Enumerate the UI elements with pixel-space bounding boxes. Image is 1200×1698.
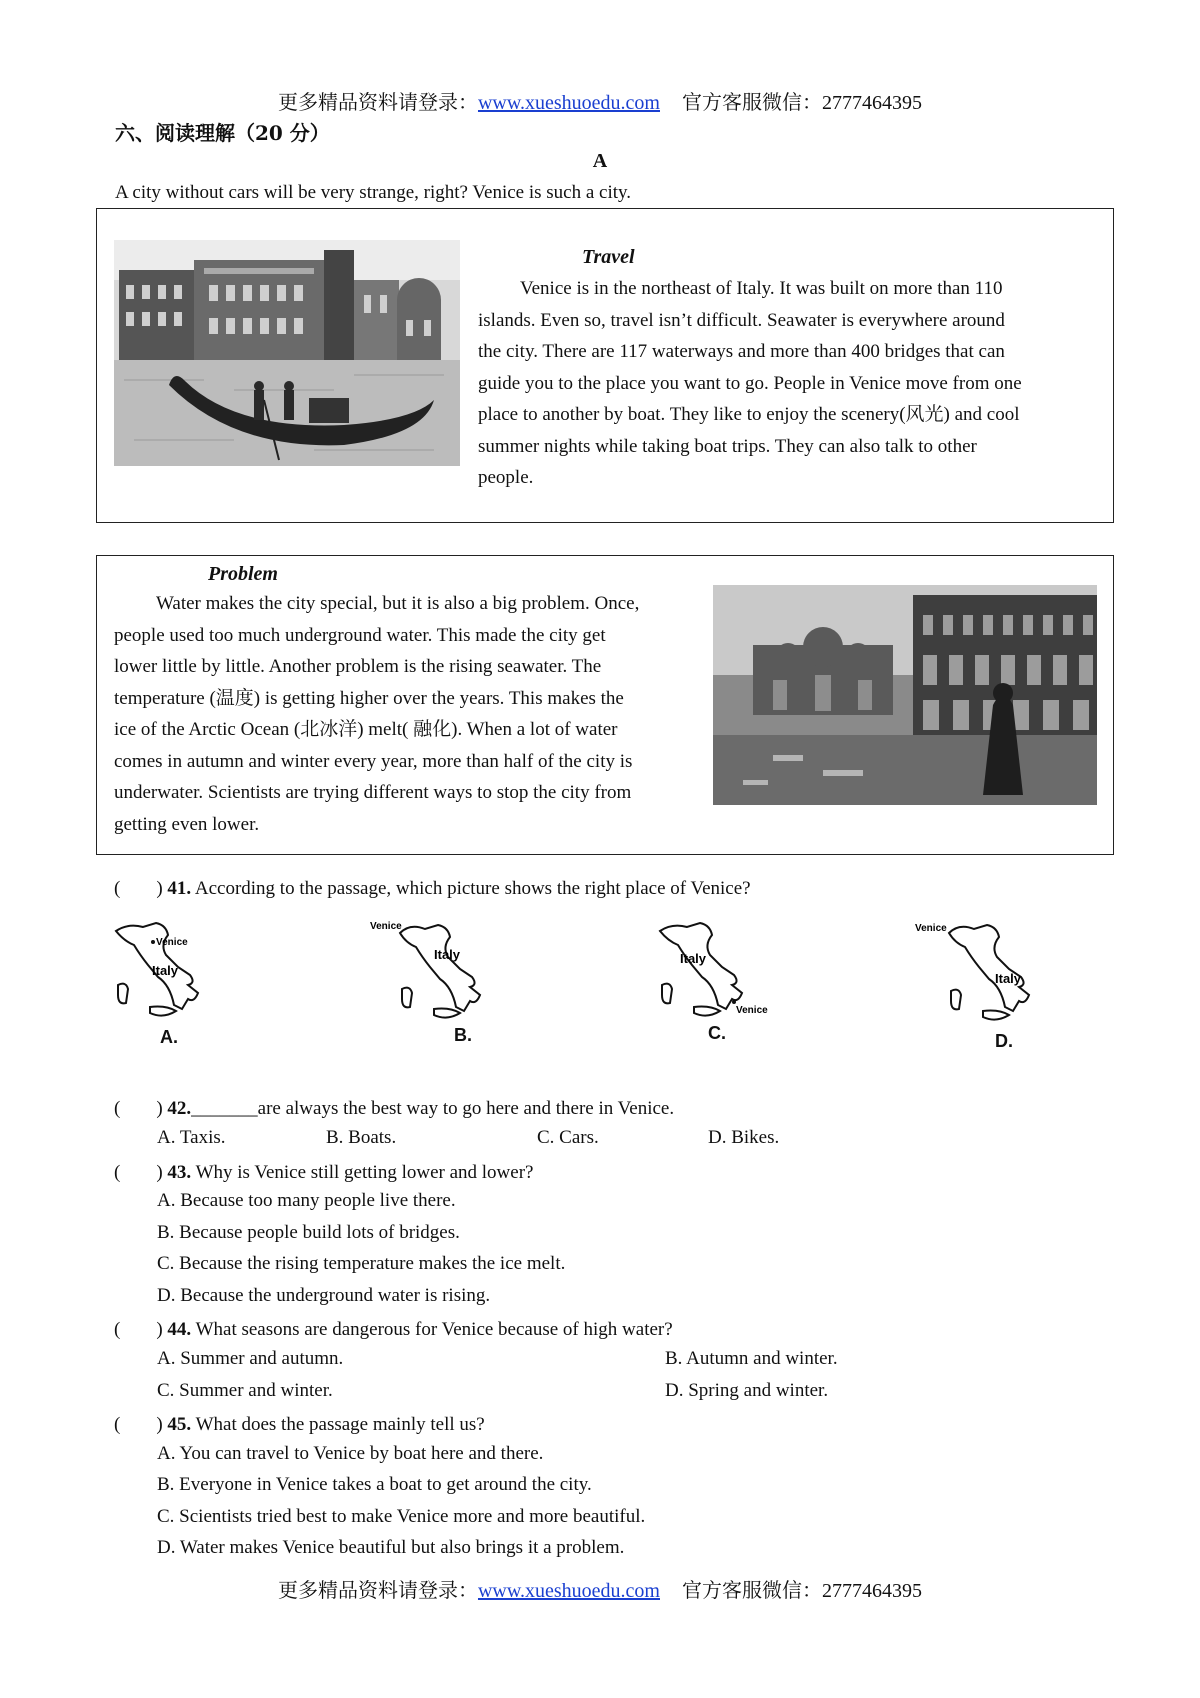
option-42-b[interactable]: B. Boats.: [326, 1127, 397, 1148]
venice-label: Venice: [370, 921, 402, 932]
map-letter: D.: [995, 1031, 1013, 1051]
option-42-d[interactable]: D. Bikes.: [708, 1127, 780, 1148]
footer-website-link[interactable]: www.xueshuoedu.com: [477, 1580, 660, 1602]
italy-label: Italy: [152, 963, 179, 978]
question-number: 44.: [167, 1319, 192, 1340]
page-header: [0, 86, 1200, 115]
travel-line: guide you to the place you want to go. People in Venice move from one: [478, 372, 1022, 394]
question-43: ( ) 43. Why is Venice still getting lower and lower?: [114, 1162, 534, 1183]
option-44-b[interactable]: B. Autumn and winter.: [665, 1348, 838, 1369]
footer-prefix: 更多精品资料请登录：: [277, 1580, 478, 1602]
option-45-d[interactable]: D. Water makes Venice beautiful but also brings it a problem.: [157, 1537, 625, 1558]
travel-line: islands. Even so, travel isn’t difficult. Seawater is everywhere around: [478, 309, 1005, 331]
map-letter: B.: [454, 1025, 472, 1045]
italy-label: Italy: [995, 971, 1022, 986]
option-45-a[interactable]: A. You can travel to Venice by boat here and there.: [157, 1443, 544, 1464]
header-prefix: 更多精品资料请登录：: [277, 92, 478, 114]
question-45: ( ) 45. What does the passage mainly tell us?: [114, 1414, 485, 1435]
option-44-a[interactable]: A. Summer and autumn.: [157, 1348, 344, 1369]
option-44-c[interactable]: C. Summer and winter.: [157, 1380, 333, 1401]
travel-line: Venice is in the northeast of Italy. It was built on more than 110: [520, 278, 1003, 299]
problem-line: getting even lower.: [114, 813, 260, 835]
italy-label: Italy: [434, 947, 461, 962]
question-41: ( ) 41. According to the passage, which picture shows the right place of Venice?: [114, 878, 751, 899]
travel-line: the city. There are 117 waterways and more than 400 bridges that can: [478, 341, 1005, 362]
travel-title: Travel: [582, 246, 635, 268]
problem-line: Water makes the city special, but it is also a big problem. Once,: [156, 593, 640, 614]
travel-paragraph: [478, 273, 1088, 494]
problem-title: Problem: [208, 563, 278, 585]
question-number: 42.: [167, 1098, 192, 1119]
passage-letter: A: [592, 150, 608, 172]
travel-line: summer nights while taking boat trips. They can also talk to other: [478, 435, 977, 457]
map-option-c[interactable]: [652, 915, 792, 1055]
question-44: ( ) 44. What seasons are dangerous for Venice because of high water?: [114, 1319, 673, 1340]
question-number: 43.: [167, 1162, 192, 1183]
question-text: What does the passage mainly tell us?: [195, 1414, 485, 1435]
question-number: 41.: [167, 878, 192, 899]
problem-line: ice of the Arctic Ocean (北冰洋) melt( 融化). When a lot of water: [114, 719, 618, 740]
problem-line: lower little by little. Another problem is the rising seawater. The: [114, 656, 602, 677]
option-44-d[interactable]: D. Spring and winter.: [665, 1380, 829, 1401]
option-45-c[interactable]: C. Scientists tried best to make Venice more and more beautiful.: [157, 1506, 646, 1527]
map-letter: C.: [708, 1023, 726, 1043]
footer-wechat: 官方客服微信：2777464395: [682, 1580, 922, 1602]
venice-label: Venice: [736, 1005, 768, 1016]
question-text: What seasons are dangerous for Venice because of high water?: [195, 1319, 673, 1340]
option-42-c[interactable]: C. Cars.: [537, 1127, 599, 1148]
problem-paragraph: [114, 588, 700, 840]
section-title: 六、阅读理解（20 分）: [115, 121, 330, 145]
question-number: 45.: [167, 1414, 192, 1435]
option-43-c[interactable]: C. Because the rising temperature makes the ice melt.: [157, 1253, 566, 1274]
option-45-b[interactable]: B. Everyone in Venice takes a boat to get around the city.: [157, 1474, 592, 1495]
question-text: According to the passage, which picture shows the right place of Venice?: [194, 878, 751, 899]
venice-flood-image: [713, 585, 1097, 805]
header-website-link[interactable]: www.xueshuoedu.com: [477, 92, 660, 114]
italy-label: Italy: [680, 951, 707, 966]
passage-intro: A city without cars will be very strange, right? Venice is such a city.: [115, 182, 632, 203]
map-option-b[interactable]: [370, 915, 500, 1055]
map-option-a[interactable]: [108, 915, 228, 1055]
problem-line: comes in autumn and winter every year, more than half of the city is: [114, 750, 633, 772]
venice-label: Venice: [915, 923, 947, 934]
question-text: Why is Venice still getting lower and lower?: [195, 1162, 534, 1183]
travel-line: place to another by boat. They like to enjoy the scenery(风光) and cool: [478, 404, 1020, 425]
map-option-d[interactable]: [915, 915, 1055, 1060]
option-42-a[interactable]: A. Taxis.: [157, 1127, 226, 1148]
venice-label: Venice: [156, 937, 188, 948]
venice-gondola-image: [114, 240, 460, 466]
answer-blank[interactable]: _______: [191, 1098, 258, 1119]
problem-line: people used too much underground water. This made the city get: [114, 624, 606, 646]
header-wechat: 官方客服微信：2777464395: [682, 92, 922, 114]
problem-line: underwater. Scientists are trying different ways to stop the city from: [114, 782, 632, 803]
question-42: ( ) 42._______are always the best way to go here and there in Venice.: [114, 1098, 675, 1119]
option-43-a[interactable]: A. Because too many people live there.: [157, 1190, 456, 1211]
question-text: are always the best way to go here and there in Venice.: [257, 1098, 675, 1119]
problem-line: temperature (温度) is getting higher over the years. This makes the: [114, 687, 624, 709]
travel-line: people.: [478, 467, 534, 488]
map-letter: A.: [160, 1027, 178, 1047]
option-43-d[interactable]: D. Because the underground water is rising.: [157, 1285, 491, 1306]
page-footer: [0, 1574, 1200, 1603]
option-43-b[interactable]: B. Because people build lots of bridges.: [157, 1222, 460, 1243]
